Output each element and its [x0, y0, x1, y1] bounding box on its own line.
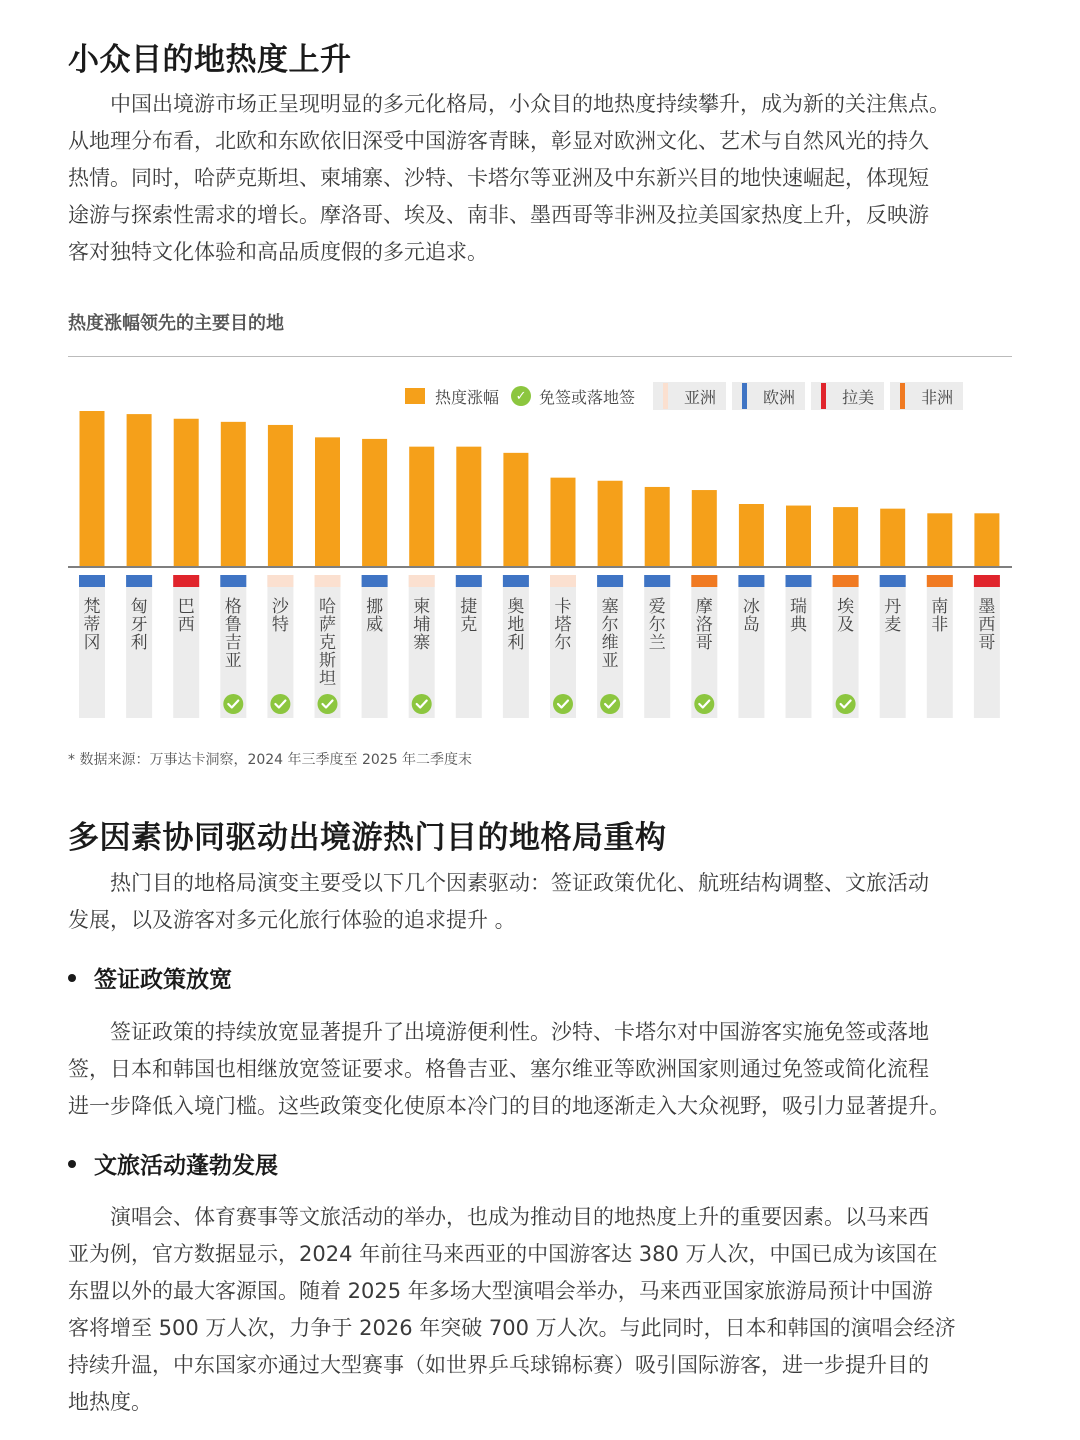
- category-label-char: 西: [978, 615, 996, 635]
- category-label-char: 亚: [224, 651, 242, 671]
- bullet-dot: [68, 974, 76, 982]
- check-icon: [223, 694, 243, 714]
- category-label-char: 哥: [978, 633, 996, 653]
- category-label-char: 蒂: [83, 615, 101, 635]
- category-label-char: 摩: [695, 597, 713, 617]
- section2-title: 多因素协同驱动出境游热门目的地格局重构: [68, 820, 667, 856]
- bar-卡塔尔: [551, 478, 576, 566]
- bar-匈牙利: [127, 414, 152, 566]
- chart-title: 热度涨幅领先的主要目的地: [68, 313, 284, 334]
- legend-check-label: 免签或落地签: [539, 387, 636, 407]
- paragraph-line: 客将增至 500 万人次，力争于 2026 年突破 700 万人次。与此同时，日本和韩国的演唱会经济: [68, 1316, 956, 1340]
- region-marker: [315, 575, 341, 587]
- paragraph-line: 热门目的地格局演变主要受以下几个因素驱动：签证政策优化、航班结构调整、文旅活动: [110, 871, 929, 895]
- region-marker: [974, 575, 1000, 587]
- category-label-char: 爱: [648, 597, 666, 617]
- category-label-char: 亚: [601, 651, 619, 671]
- check-icon: [318, 694, 338, 714]
- category-label-char: 坦: [319, 669, 336, 689]
- category-label-char: 匈: [130, 597, 148, 617]
- bar-墨西哥: [974, 513, 999, 566]
- category-label-char: 哥: [695, 633, 713, 653]
- check-icon: [553, 694, 573, 714]
- category-label-char: 尔: [648, 615, 666, 635]
- category-label-char: 非: [931, 615, 949, 635]
- category-label-char: 冈: [83, 633, 101, 653]
- region-marker: [456, 575, 482, 587]
- region-marker: [409, 575, 435, 587]
- bar-爱尔兰: [645, 487, 670, 566]
- category-label-char: 墨: [978, 597, 996, 617]
- legend-bar-label: 热度涨幅: [435, 387, 500, 407]
- bar-南非: [927, 513, 952, 566]
- bar-捷克: [456, 447, 481, 566]
- category-label-char: 维: [601, 633, 619, 653]
- category-label-char: 梵: [83, 597, 101, 617]
- region-marker: [597, 575, 623, 587]
- bar-挪威: [362, 439, 387, 566]
- bar-塞尔维亚: [598, 481, 623, 566]
- bar-冰岛: [739, 504, 764, 566]
- category-label-char: 鲁: [224, 615, 242, 635]
- paragraph-line: 签证政策的持续放宽显著提升了出境游便利性。沙特、卡塔尔对中国游客实施免签或落地: [110, 1020, 929, 1044]
- category-label-char: 丹: [884, 597, 902, 617]
- paragraph-line: 发展，以及游客对多元化旅行体验的追求提升 。: [68, 908, 516, 932]
- region-marker: [503, 575, 529, 587]
- bullet-title: 文旅活动蓬勃发展: [94, 1153, 278, 1179]
- category-label-char: 克: [319, 633, 336, 653]
- region-marker: [126, 575, 152, 587]
- paragraph-line: 进一步降低入境门槛。这些政策变化使原本冷门的目的地逐渐走入大众视野，吸引力显著提升。: [68, 1094, 950, 1118]
- category-label-char: 捷: [460, 597, 478, 617]
- region-marker: [220, 575, 246, 587]
- region-marker: [644, 575, 670, 587]
- paragraph-line: 从地理分布看，北欧和东欧依旧深受中国游客青睐，彰显对欧洲文化、艺术与自然风光的持久: [68, 129, 929, 153]
- category-label-char: 克: [460, 615, 478, 635]
- category-label-char: 尔: [601, 615, 619, 635]
- bar-格鲁吉亚: [221, 422, 246, 566]
- bar-巴西: [174, 419, 199, 566]
- category-label-char: 特: [271, 615, 289, 635]
- bar-柬埔寨: [409, 447, 434, 566]
- bullet-heading-visa: [68, 961, 232, 994]
- category-label-char: 地: [507, 615, 525, 635]
- region-marker: [880, 575, 906, 587]
- category-label-char: 洛: [695, 615, 713, 635]
- category-label-char: 卡: [554, 597, 572, 617]
- section1-title: 小众目的地热度上升: [68, 42, 352, 78]
- check-icon: [694, 694, 714, 714]
- category-label-char: 利: [507, 633, 525, 653]
- category-label-char: 柬: [413, 597, 431, 617]
- category-label-char: 典: [790, 615, 807, 635]
- category-label-char: 威: [366, 615, 384, 635]
- category-label-char: 巴: [177, 597, 195, 617]
- legend-region-label: 亚洲: [684, 387, 717, 407]
- bar-奥地利: [503, 453, 528, 566]
- category-label-char: 瑞: [790, 597, 807, 617]
- bar-埃及: [833, 507, 858, 566]
- category-label-char: 麦: [884, 615, 902, 635]
- check-icon: [600, 694, 620, 714]
- paragraph-line: 持续升温，中东国家亦通过大型赛事（如世界乒乓球锦标赛）吸引国际游客，进一步提升目的: [68, 1353, 929, 1377]
- category-label-char: 格: [224, 597, 242, 617]
- bullet-title: 签证政策放宽: [94, 967, 232, 993]
- paragraph-line: 中国出境游市场正呈现明显的多元化格局，小众目的地热度持续攀升，成为新的关注焦点。: [110, 92, 950, 116]
- region-marker: [738, 575, 764, 587]
- category-label-char: 塞: [601, 597, 619, 617]
- legend-region-label: 欧洲: [763, 387, 796, 407]
- paragraph-line: 地热度。: [68, 1390, 152, 1414]
- paragraph-line: 亚为例，官方数据显示，2024 年前往马来西亚的中国游客达 380 万人次，中国已成为该国在: [68, 1242, 938, 1266]
- region-marker: [833, 575, 859, 587]
- paragraph-line: 客对独特文化体验和高品质度假的多元追求。: [68, 240, 488, 264]
- category-label-char: 西: [177, 615, 195, 635]
- bar-梵蒂冈: [80, 411, 105, 566]
- category-label-char: 南: [931, 597, 949, 617]
- bullet2-paragraph: [68, 1199, 1013, 1421]
- section2-paragraph: [68, 865, 1013, 939]
- region-marker: [79, 575, 105, 587]
- check-icon: [270, 694, 290, 714]
- bar-哈萨克斯坦: [315, 437, 340, 566]
- bar-沙特: [268, 425, 293, 566]
- category-label-char: 塔: [554, 615, 572, 635]
- check-icon: [412, 694, 432, 714]
- bar-丹麦: [880, 509, 905, 566]
- bullet1-paragraph: [68, 1014, 1013, 1125]
- category-label-char: 挪: [366, 597, 384, 617]
- category-label-char: 斯: [319, 651, 336, 671]
- legend-region-label: 拉美: [842, 387, 875, 407]
- category-label-char: 寨: [413, 633, 431, 653]
- category-label-char: 奥: [507, 597, 525, 617]
- category-label-char: 牙: [130, 615, 148, 635]
- paragraph-line: 热情。同时，哈萨克斯坦、柬埔寨、沙特、卡塔尔等亚洲及中东新兴目的地快速崛起，体现短: [68, 166, 929, 190]
- bullet-heading-culture: [68, 1147, 278, 1180]
- region-marker: [173, 575, 199, 587]
- category-label-char: 哈: [319, 597, 336, 617]
- region-marker: [267, 575, 293, 587]
- bar-摩洛哥: [692, 490, 717, 566]
- category-label-char: 冰: [742, 597, 760, 617]
- paragraph-line: 东盟以外的最大客源国。随着 2025 年多场大型演唱会举办，马来西亚国家旅游局预计中国游: [68, 1279, 933, 1303]
- bullet-dot: [68, 1160, 76, 1168]
- bar-瑞典: [786, 506, 811, 566]
- paragraph-line: 途游与探索性需求的增长。摩洛哥、埃及、南非、墨西哥等非洲及拉美国家热度上升，反映游: [68, 203, 929, 227]
- category-label-char: 尔: [554, 633, 572, 653]
- region-marker: [927, 575, 953, 587]
- legend-region-label: 非洲: [921, 387, 954, 407]
- category-label-char: 岛: [742, 615, 760, 635]
- category-label-char: 利: [130, 633, 148, 653]
- check-icon: ✓: [511, 386, 531, 406]
- paragraph-line: 演唱会、体育赛事等文旅活动的举办，也成为推动目的地热度上升的重要因素。以马来西: [110, 1205, 929, 1229]
- region-marker: [691, 575, 717, 587]
- category-label-char: 吉: [224, 633, 242, 653]
- region-marker: [550, 575, 576, 587]
- region-marker: [786, 575, 812, 587]
- check-icon: [836, 694, 856, 714]
- category-label-char: 埔: [413, 615, 431, 635]
- category-label-char: 萨: [319, 615, 336, 635]
- category-label-char: 及: [837, 615, 855, 635]
- category-label-char: 兰: [648, 633, 666, 653]
- paragraph-line: 签，日本和韩国也相继放宽签证要求。格鲁吉亚、塞尔维亚等欧洲国家则通过免签或简化流程: [68, 1057, 929, 1081]
- category-label-char: 埃: [837, 597, 855, 617]
- footnote: * 数据来源：万事达卡洞察，2024 年三季度至 2025 年二季度末: [68, 752, 473, 768]
- region-marker: [362, 575, 388, 587]
- category-label-char: 沙: [271, 597, 289, 617]
